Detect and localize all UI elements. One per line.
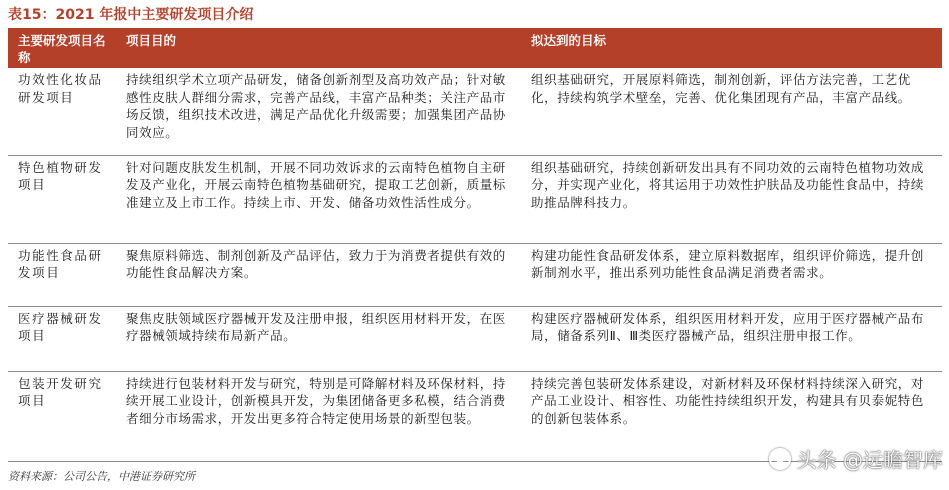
project-goal: 构建医疗器械研发体系，组织医用材料开发，应用于医疗器械产品布局，储备系列Ⅱ、Ⅲ类医疗器械产品，组织注册申报工作。 bbox=[521, 306, 942, 371]
project-purpose: 持续进行包装材料开发与研究，特别是可降解材料及环保材料，持续开展工业设计，创新模具开发，为集团储备更多私模，结合消费者细分市场需求，开发出更多符合特定使用场景的新型包装。 bbox=[116, 371, 521, 461]
table-header-row bbox=[8, 28, 942, 68]
project-name: 包装开发研究项目 bbox=[8, 371, 116, 461]
table-row bbox=[8, 306, 942, 371]
watermark-text: 头条 @远瞻智库 bbox=[796, 448, 943, 472]
project-name: 医疗器械研发项目 bbox=[8, 306, 116, 371]
watermark-logo-icon bbox=[769, 448, 791, 470]
project-name: 功效性化妆品研发项目 bbox=[8, 68, 116, 155]
project-goal: 持续完善包装研发体系建设，对新材料及环保材料持续深入研究，对产品工业设计、相容性、功能性持续组织开发，构建具有贝泰妮特色的创新包装体系。 bbox=[521, 371, 942, 461]
project-goal: 组织基础研究，持续创新研发出具有不同功效的云南特色植物功效成分，并实现产业化，将其运用于功效性护肤品及功能性食品中，持续助推品牌科技力。 bbox=[521, 155, 942, 243]
project-purpose: 聚焦皮肤领域医疗器械开发及注册申报，组织医用材料开发，在医疗器械领域持续布局新产品。 bbox=[116, 306, 521, 371]
project-goal: 组织基础研究，开展原料筛选，制剂创新，评估方法完善，工艺优化，持续构筑学术壁垒，完善、优化集团现有产品，丰富产品线。 bbox=[521, 68, 942, 155]
table-row bbox=[8, 155, 942, 243]
project-purpose: 聚焦原料筛选、制剂创新及产品评估，致力于为消费者提供有效的功能性食品解决方案。 bbox=[116, 243, 521, 306]
source-note: 资料来源：公司公告，中港证券研究所 bbox=[8, 470, 195, 483]
header-project-name: 主要研发项目名称 bbox=[8, 28, 116, 68]
project-purpose: 针对问题皮肤发生机制，开展不同功效诉求的云南特色植物自主研发及产业化，开展云南特色植物基础研究，提取工艺创新，质量标准建立及上市工作。持续上市、开发、储备功效性活性成分。 bbox=[116, 155, 521, 243]
rd-projects-table bbox=[8, 28, 942, 462]
header-project-goal: 拟达到的目标 bbox=[521, 28, 942, 68]
project-name: 功能性食品研发项目 bbox=[8, 243, 116, 306]
project-goal: 构建功能性食品研发体系，建立原料数据库，组织评价筛选，提升创新制剂水平，推出系列功能性食品满足消费者需求。 bbox=[521, 243, 942, 306]
table-row bbox=[8, 68, 942, 155]
table-title: 表15：2021 年报中主要研发项目介绍 bbox=[8, 7, 254, 23]
table-row bbox=[8, 243, 942, 306]
project-name: 特色植物研发项目 bbox=[8, 155, 116, 243]
project-purpose: 持续组织学术立项产品研发，储备创新剂型及高功效产品；针对敏感性皮肤人群细分需求，完善产品线，丰富产品种类；关注产品市场反馈，组织技术改进，满足产品优化升级需要；加强集团产品协同效应。 bbox=[116, 68, 521, 155]
watermark bbox=[769, 444, 943, 473]
header-project-purpose: 项目目的 bbox=[116, 28, 521, 68]
